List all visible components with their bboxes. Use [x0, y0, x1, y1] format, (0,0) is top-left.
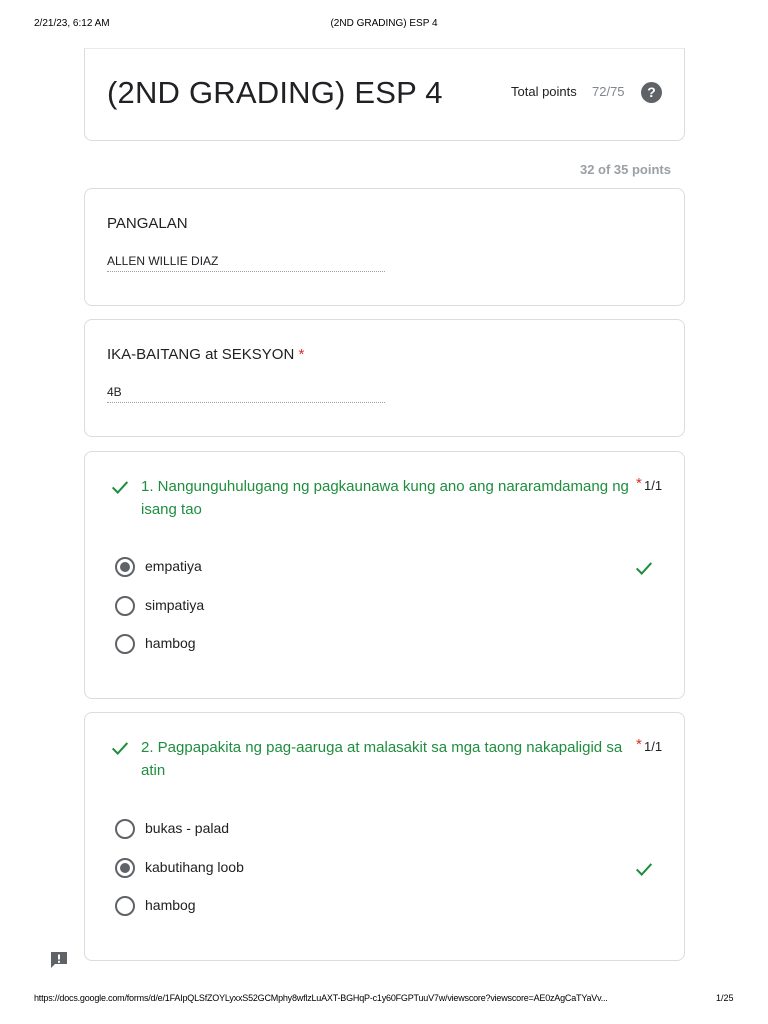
radio-button[interactable]	[115, 634, 135, 654]
question-card-2	[84, 712, 685, 961]
print-document-title: (2ND GRADING) ESP 4	[330, 18, 438, 29]
option-label: hambog	[145, 897, 196, 913]
option-label: hambog	[145, 635, 196, 651]
question-title: 2. Pagpapakita ng pag-aaruga at malasakit sa mga taong nakapaligid sa atin	[141, 739, 623, 779]
total-points-label: Total points	[511, 84, 577, 99]
option-label: kabutihang loob	[145, 859, 244, 875]
feedback-icon[interactable]	[49, 950, 69, 970]
required-asterisk: *	[636, 736, 642, 753]
field-label-text: PANGALAN	[107, 215, 188, 232]
option-label: simpatiya	[145, 597, 205, 613]
print-header	[0, 18, 768, 32]
question-score: 1/1	[644, 739, 663, 754]
question-title: 1. Nangunguhulugang ng pagkaunawa kung ano ang nararamdamang ng isang tao	[141, 478, 629, 518]
option-label: empatiya	[145, 558, 202, 574]
option-row[interactable]	[115, 895, 655, 917]
print-datetime: 2/21/23, 6:12 AM	[34, 18, 110, 29]
option-row[interactable]	[115, 595, 655, 617]
help-circle-icon[interactable]: ?	[641, 82, 662, 103]
page-url: https://docs.google.com/forms/d/e/1FAIpQLSfZOYLyxxS52GCMphy8wflzLuAXT-BGHqP-c1y60FGPTuuV7w/viewscore?viewscore=AE0zAgCaTYaVv...	[34, 993, 608, 1003]
correct-answer-checkmark-icon	[633, 858, 655, 880]
radio-button-selected[interactable]	[115, 858, 135, 878]
correct-answer-checkmark-icon	[633, 557, 655, 579]
field-label-grade-section	[107, 346, 304, 363]
correct-checkmark-icon	[109, 737, 131, 759]
question-score: 1/1	[644, 478, 663, 493]
form-title-card	[84, 48, 685, 141]
field-label-name	[107, 215, 188, 232]
print-footer	[0, 993, 768, 1007]
radio-button[interactable]	[115, 819, 135, 839]
field-label-text: IKA-BAITANG at SEKSYON	[107, 346, 295, 363]
section-points-tab	[565, 150, 685, 190]
question-card-name	[84, 188, 685, 306]
page-number: 1/25	[716, 993, 734, 1003]
section-points: 32 of 35 points	[579, 162, 671, 177]
answer-field-name: ALLEN WILLIE DIAZ	[107, 253, 385, 272]
radio-button[interactable]	[115, 896, 135, 916]
option-row[interactable]	[115, 857, 655, 879]
correct-checkmark-icon	[109, 476, 131, 498]
question-card-grade-section	[84, 319, 685, 437]
question-card-1	[84, 451, 685, 699]
required-asterisk: *	[298, 346, 305, 363]
required-asterisk: *	[636, 475, 642, 492]
option-row[interactable]	[115, 556, 655, 578]
option-label: bukas - palad	[145, 820, 230, 836]
option-row[interactable]	[115, 633, 655, 655]
radio-button[interactable]	[115, 596, 135, 616]
total-points-value: 72/75	[592, 84, 625, 99]
answer-field-grade-section: 4B	[107, 384, 385, 403]
option-row[interactable]	[115, 818, 655, 840]
form-title: (2ND GRADING) ESP 4	[107, 75, 443, 110]
radio-button-selected[interactable]	[115, 557, 135, 577]
